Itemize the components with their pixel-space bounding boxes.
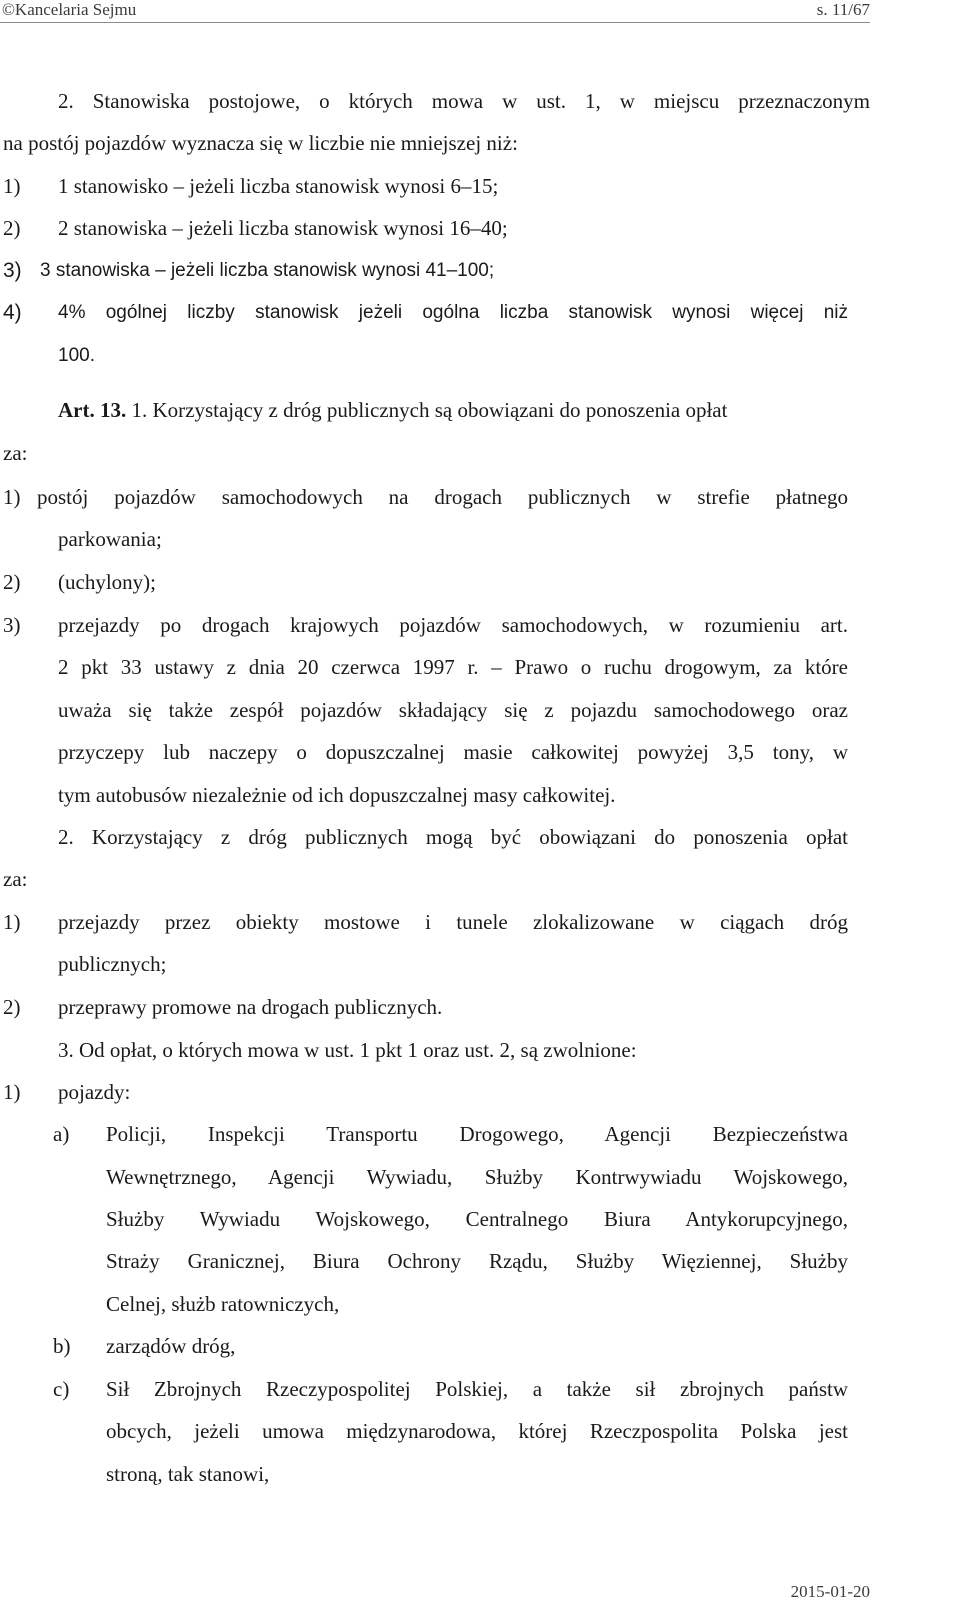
letter-item-continuation: obcych, jeżeli umowa międzynarodowa, której Rzeczpospolita Polska jest <box>106 1419 848 1443</box>
list-item: pojazdy: <box>58 1080 131 1104</box>
page-number: s. 11/67 <box>816 0 870 19</box>
paragraph-line: 3. Od opłat, o których mowa w ust. 1 pkt 1 oraz ust. 2, są zwolnione: <box>58 1038 637 1062</box>
list-item-continuation: 100. <box>58 345 95 366</box>
list-number: 1) <box>3 485 21 509</box>
list-number: 2) <box>3 216 21 240</box>
list-number: 1) <box>3 910 21 934</box>
letter-item-continuation: Straży Granicznej, Biura Ochrony Rządu, Służby Więziennej, Służby <box>106 1249 848 1273</box>
letter-number: a) <box>53 1122 70 1146</box>
list-item-continuation: tym autobusów niezależnie od ich dopuszczalnej masy całkowitej. <box>58 783 616 807</box>
letter-item-continuation: stroną, tak stanowi, <box>106 1462 270 1486</box>
article-label: Art. 13. <box>58 398 127 422</box>
paragraph-line: 2. Stanowiska postojowe, o których mowa w ust. 1, w miejscu przeznaczonym <box>58 89 870 113</box>
footer-date: 2015-01-20 <box>790 1582 870 1601</box>
list-number: 4) <box>3 301 22 324</box>
list-number: 1) <box>3 174 21 198</box>
copyright-label: ©Kancelaria Sejmu <box>2 0 137 19</box>
list-item: (uchylony); <box>58 570 156 594</box>
letter-item-continuation: Wewnętrznego, Agencji Wywiadu, Służby Kontrwywiadu Wojskowego, <box>106 1165 848 1189</box>
letter-number: b) <box>53 1334 71 1358</box>
article-intro-text: 1. Korzystający z dróg publicznych są obowiązani do ponoszenia opłat <box>126 398 728 422</box>
list-item: przejazdy po drogach krajowych pojazdów samochodowych, w rozumieniu art. <box>58 613 848 637</box>
letter-item-continuation: Celnej, służb ratowniczych, <box>106 1292 340 1316</box>
list-item: 3 stanowiska – jeżeli liczba stanowisk wynosi 41–100; <box>40 260 495 281</box>
list-number: 3) <box>3 259 22 282</box>
list-item-continuation: 2 pkt 33 ustawy z dnia 20 czerwca 1997 r. – Prawo o ruchu drogowym, za które <box>58 655 848 679</box>
letter-item: Sił Zbrojnych Rzeczypospolitej Polskiej, a także sił zbrojnych państw <box>106 1377 848 1401</box>
page-header <box>0 0 870 23</box>
list-number: 1) <box>3 1080 21 1104</box>
paragraph-line: za: <box>3 441 28 465</box>
list-item: przeprawy promowe na drogach publicznych. <box>58 995 443 1019</box>
article-intro <box>58 397 848 423</box>
letter-item: Policji, Inspekcji Transportu Drogowego, Agencji Bezpieczeństwa <box>106 1122 848 1146</box>
list-number: 2) <box>3 570 21 594</box>
list-item-continuation: parkowania; <box>58 527 162 551</box>
list-item: 4% ogólnej liczby stanowisk jeżeli ogólna liczba stanowisk wynosi więcej niż <box>58 302 848 323</box>
list-number: 2) <box>3 995 21 1019</box>
list-number: 3) <box>3 613 21 637</box>
paragraph-line: za: <box>3 867 28 891</box>
list-item: postój pojazdów samochodowych na drogach publicznych w strefie płatnego <box>37 485 848 509</box>
letter-item: zarządów dróg, <box>106 1334 236 1358</box>
list-item-continuation: publicznych; <box>58 952 167 976</box>
list-item-continuation: przyczepy lub naczepy o dopuszczalnej masie całkowitej powyżej 3,5 tony, w <box>58 740 848 764</box>
paragraph-line: 2. Korzystający z dróg publicznych mogą być obowiązani do ponoszenia opłat <box>58 825 848 849</box>
list-item: 2 stanowiska – jeżeli liczba stanowisk wynosi 16–40; <box>58 216 508 240</box>
list-item-continuation: uważa się także zespół pojazdów składający się z pojazdu samochodowego oraz <box>58 698 848 722</box>
list-item: 1 stanowisko – jeżeli liczba stanowisk wynosi 6–15; <box>58 174 499 198</box>
letter-number: c) <box>53 1377 70 1401</box>
paragraph-line: na postój pojazdów wyznacza się w liczbie nie mniejszej niż: <box>3 131 518 155</box>
list-item: przejazdy przez obiekty mostowe i tunele zlokalizowane w ciągach dróg <box>58 910 848 934</box>
letter-item-continuation: Służby Wywiadu Wojskowego, Centralnego Biura Antykorupcyjnego, <box>106 1207 848 1231</box>
